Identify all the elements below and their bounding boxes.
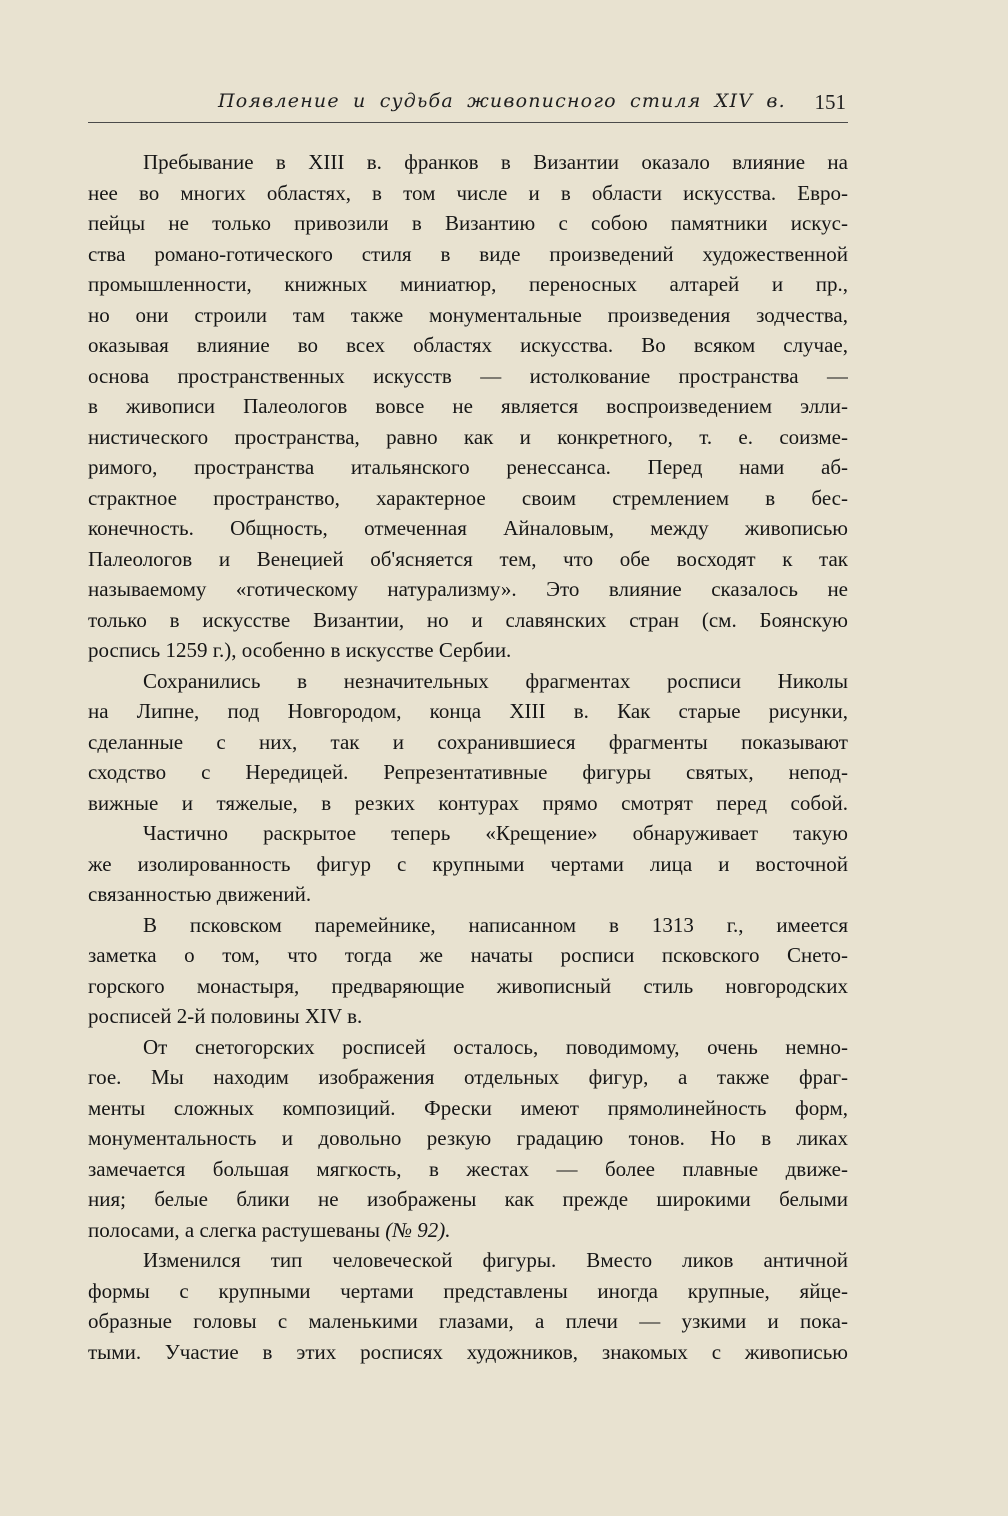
text-line — [88, 1215, 848, 1246]
text-line: называемому «готическому натурализму». Это влияние сказалось не — [88, 577, 848, 601]
figure-citation: (№ 92). — [385, 1217, 451, 1242]
text-line: на Липне, под Новгородом, конца XIII в. Как старые рисунки, — [88, 699, 848, 723]
text-line: вижные и тяжелые, в резких контурах прямо смотрят перед собой. — [88, 790, 848, 815]
text-line: оказывая влияние во всех областях искусства. Во всяком случае, — [88, 333, 848, 357]
text-line: гое. Мы находим изображения отдельных фигур, а также фраг- — [88, 1065, 848, 1089]
text-line: страктное пространство, характерное своим стремлением в бес- — [88, 485, 848, 510]
text-line: Сохранились в незначительных фрагментах росписи Николы — [143, 668, 848, 693]
text-line: Частично раскрытое теперь «Крещение» обнаруживает такую — [143, 821, 848, 845]
page-number: 151 — [814, 90, 846, 114]
paragraph-3 — [88, 818, 848, 910]
text-line: Пребывание в XIII в. франков в Византии оказало влияние на — [143, 150, 848, 174]
text-line: ния; белые блики не изображены как прежде широкими белыми — [88, 1187, 848, 1211]
text-line: основа пространственных искусств — истолкование пространства — — [88, 363, 848, 388]
text-line: но они строили там также монументальные произведения зодчества, — [88, 302, 848, 327]
text-line: тыми. Участие в этих росписях художников, знакомых с живописью — [88, 1339, 848, 1364]
text-line: формы с крупными чертами представлены иногда крупные, яйце- — [88, 1278, 848, 1303]
text-line: пейцы не только привозили в Византию с собою памятники искус- — [88, 211, 848, 235]
text-line: только в искусстве Византии, но и славянских стран (см. Боянскую — [88, 607, 848, 632]
text-line: монументальность и довольно резкую градацию тонов. Но в ликах — [88, 1126, 848, 1150]
text-line: Палеологов и Венецией об'ясняется тем, что обе восходят к так — [88, 546, 848, 571]
body-text — [88, 147, 848, 1367]
text-line: промышленности, книжных миниатюр, переносных алтарей и пр., — [88, 272, 848, 296]
text-line: в живописи Палеологов вовсе не является воспроизведением элли- — [88, 394, 848, 418]
text-line: роспись 1259 г.), особенно в искусстве Сербии. — [88, 638, 512, 662]
paragraph-2 — [88, 666, 848, 819]
text-line: нее во многих областях, в том числе и в области искусства. Евро- — [88, 180, 848, 205]
paragraph-5 — [88, 1032, 848, 1246]
text-line: нистического пространства, равно как и конкретного, т. е. соизме- — [88, 424, 848, 449]
text-line: образные головы с маленькими глазами, а плечи — узкими и пока- — [88, 1309, 848, 1333]
running-header — [88, 88, 848, 123]
text-line: менты сложных композиций. Фрески имеют прямолинейность форм, — [88, 1095, 848, 1120]
paragraph-6 — [88, 1245, 848, 1367]
text-line: конечность. Общность, отмеченная Айналовым, между живописью — [88, 516, 848, 540]
text-line: Изменился тип человеческой фигуры. Вместо ликов античной — [143, 1248, 848, 1272]
text-line: В псковском паремейнике, написанном в 1313 г., имеется — [143, 912, 848, 937]
text-line: сходство с Нередицей. Репрезентативные фигуры святых, непод- — [88, 760, 848, 784]
text-line: заметка о том, что тогда же начаты росписи псковского Снето- — [88, 943, 848, 967]
text-line: ства романо-готического стиля в виде произведений художественной — [88, 241, 848, 266]
text-fragment: полосами, а слегка растушеваны — [88, 1217, 380, 1242]
text-line: От снетогорских росписей осталось, поводимому, очень немно- — [143, 1034, 848, 1059]
running-title: Появление и судьба живописного стиля XIV в. — [218, 90, 786, 112]
text-line: росписей 2-й половины XIV в. — [88, 1004, 363, 1028]
text-line: же изолированность фигур с крупными чертами лица и восточной — [88, 851, 848, 876]
paragraph-4 — [88, 910, 848, 1032]
text-line: горского монастыря, предваряющие живописный стиль новгородских — [88, 973, 848, 998]
text-line: римого, пространства итальянского ренессанса. Перед нами аб- — [88, 455, 848, 479]
text-line: связанностью движений. — [88, 882, 312, 906]
paragraph-1 — [88, 147, 848, 666]
text-line: сделанные с них, так и сохранившиеся фрагменты показывают — [88, 729, 848, 754]
text-line: замечается большая мягкость, в жестах — более плавные движе- — [88, 1156, 848, 1181]
